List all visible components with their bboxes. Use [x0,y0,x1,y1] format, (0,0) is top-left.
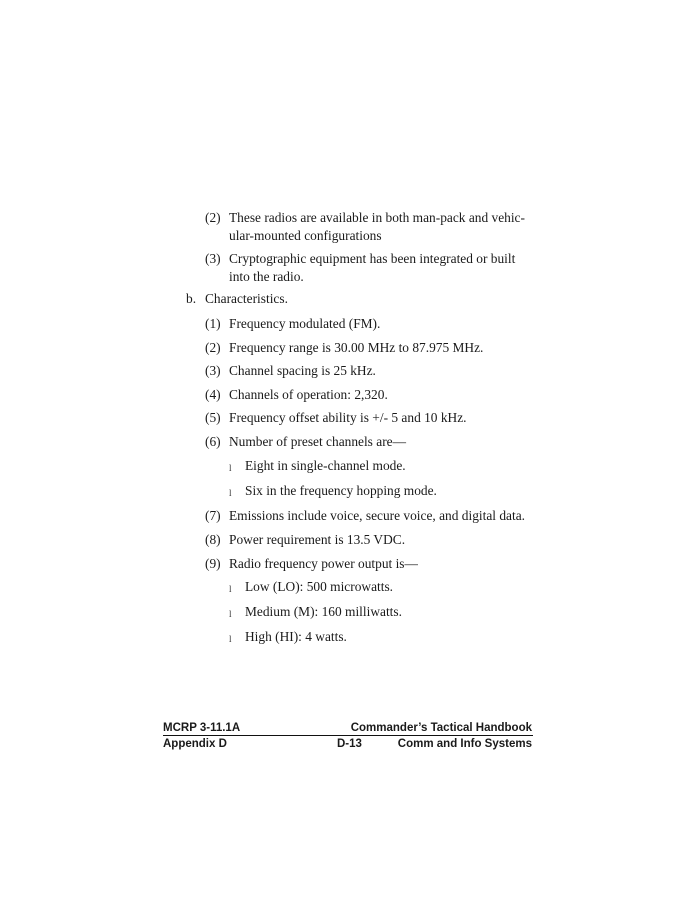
item-number: (8) [205,532,221,547]
section-label: b. [186,291,197,306]
item-text-line: into the radio. [229,269,304,284]
bullet-mark: l [229,488,232,498]
item-text: Power requirement is 13.5 VDC. [229,532,406,547]
footer-section: Comm and Info Systems [397,738,532,750]
item-text: Frequency offset ability is +/- 5 and 10 kHz. [229,410,467,425]
item-number: (6) [205,434,221,449]
item-text-line: Cryptographic equipment has been integrated or built [229,251,516,266]
item-text: Channels of operation: 2,320. [229,387,388,402]
bullet-text: High (HI): 4 watts. [245,629,347,644]
item-number: (4) [205,387,221,402]
item-number: (5) [205,410,221,425]
footer-page-number: D-13 [337,738,362,750]
bullet-text: Eight in single-channel mode. [245,458,406,473]
bullet-text: Six in the frequency hopping mode. [245,483,437,498]
footer-rule [163,735,533,736]
item-text-line: These radios are available in both man-pack and vehic- [229,210,525,225]
item-number: (9) [205,556,221,571]
bullet-text: Low (LO): 500 microwatts. [245,579,394,594]
item-number: (2) [205,210,221,225]
bullet-mark: l [229,463,232,473]
item-text-line: ular-mounted configurations [229,228,382,243]
bullet-text: Medium (M): 160 milliwatts. [245,604,402,619]
item-number: (3) [205,363,221,378]
bullet-mark: l [229,634,232,644]
item-number: (2) [205,340,221,355]
bullet-mark: l [229,584,232,594]
item-number: (7) [205,508,221,523]
section-title: Characteristics. [205,291,288,306]
bullet-mark: l [229,609,232,619]
footer-handbook-title: Commander’s Tactical Handbook [350,722,532,734]
item-number: (1) [205,316,221,331]
footer-publication: MCRP 3-11.1A [163,722,241,734]
footer-appendix: Appendix D [163,738,227,750]
item-text: Channel spacing is 25 kHz. [229,363,376,378]
item-text: Emissions include voice, secure voice, and digital data. [229,508,525,523]
item-text: Frequency range is 30.00 MHz to 87.975 MHz. [229,340,484,355]
item-text: Radio frequency power output is— [229,556,418,571]
item-text: Number of preset channels are— [229,434,406,449]
item-number: (3) [205,251,221,266]
item-text: Frequency modulated (FM). [229,316,381,331]
